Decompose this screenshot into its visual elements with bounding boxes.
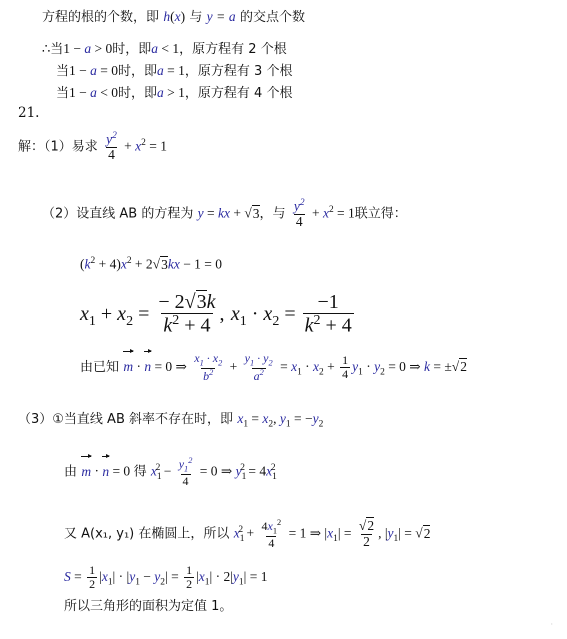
intro-a: 方程的根的个数，即 bbox=[42, 10, 160, 25]
part2-eq1: $(k^2 + 4)x^2 + 2√3kx - 1 = 0$ bbox=[80, 256, 223, 272]
part1-prefix: 解：（1）易求 bbox=[18, 139, 98, 155]
case-1: ∴当1 − a > 0时，即a < 1，原方程有 2 个根 bbox=[42, 41, 287, 57]
intro-line: 方程的根的个数，即 h(x) 与 y = a 的交点个数 bbox=[42, 9, 305, 25]
part2-eq2: $x_1 + x_2$ = $\frac{- 2√3k}{k^2 + 4}$ , $x_1 \cdot x_2$ = $\frac{-1}{k^2 + 4}$ bbox=[80, 291, 352, 337]
conclusion: 所以三角形的面积为定值 1。 bbox=[64, 599, 233, 614]
part3-area: S = $\frac{1}{2}$ $|x_1| \cdot |y_1 - y_2|$ = $\frac{1}{2}$ $|x_1| \cdot 2|y_1| = 1$ bbox=[64, 563, 268, 591]
watermark-dot: · bbox=[550, 620, 553, 629]
intro-hx: h bbox=[163, 9, 171, 24]
part3-prefix: （3）①当直线 AB 斜率不存在时，即 bbox=[18, 412, 234, 427]
known-prefix: 由已知 bbox=[80, 359, 120, 375]
part3-line: （3）①当直线 AB 斜率不存在时，即 $x_1 = x_2$, $y_1 = -y_2$ bbox=[18, 411, 324, 430]
case-2: 当1 − a = 0时，即a = 1，原方程有 3 个根 bbox=[56, 63, 293, 79]
part1-line: 解：（1）易求 $\frac{y^2}{4}$ + $x^2 = 1$ bbox=[18, 131, 168, 162]
part3-step1: 由 m · n = 0 得 $x_1^2$ − $\frac{y_1^2}{4}$ = 0 ⇒ $y_1^2 = 4x_1^2$ bbox=[64, 455, 277, 488]
case-3: 当1 − a < 0时，即a > 1，原方程有 4 个根 bbox=[56, 85, 293, 101]
part3-step2: 又 A(x₁, y₁) 在椭圆上，所以 $x_1^2$ + $\frac{4x_1^2}{4}$ = 1 ⇒ $|x_1|$ = $\frac{√2}{2}$ , $|y_1| = √2$ bbox=[64, 517, 431, 550]
problem-number: 21. bbox=[18, 105, 40, 121]
part2-line: （2）设直线 AB 的方程为 y = kx + √3，与 $\frac{y^2}{4}$ + $x^2 = 1$联立得： bbox=[42, 198, 407, 229]
part2-prefix: （2）设直线 AB 的方程为 bbox=[42, 206, 194, 222]
part2-known: 由已知 m · n = 0 ⇒ $\frac{x_1 \cdot x_2}{b^2}$ + $\frac{y_1 \cdot y_2}{a^2}$ = $x_1 \cdot x_2$ + $\frac{1}{4}$ $y_1 \cdot y_2 = 0$ ⇒ k = ±√2 bbox=[80, 351, 467, 384]
